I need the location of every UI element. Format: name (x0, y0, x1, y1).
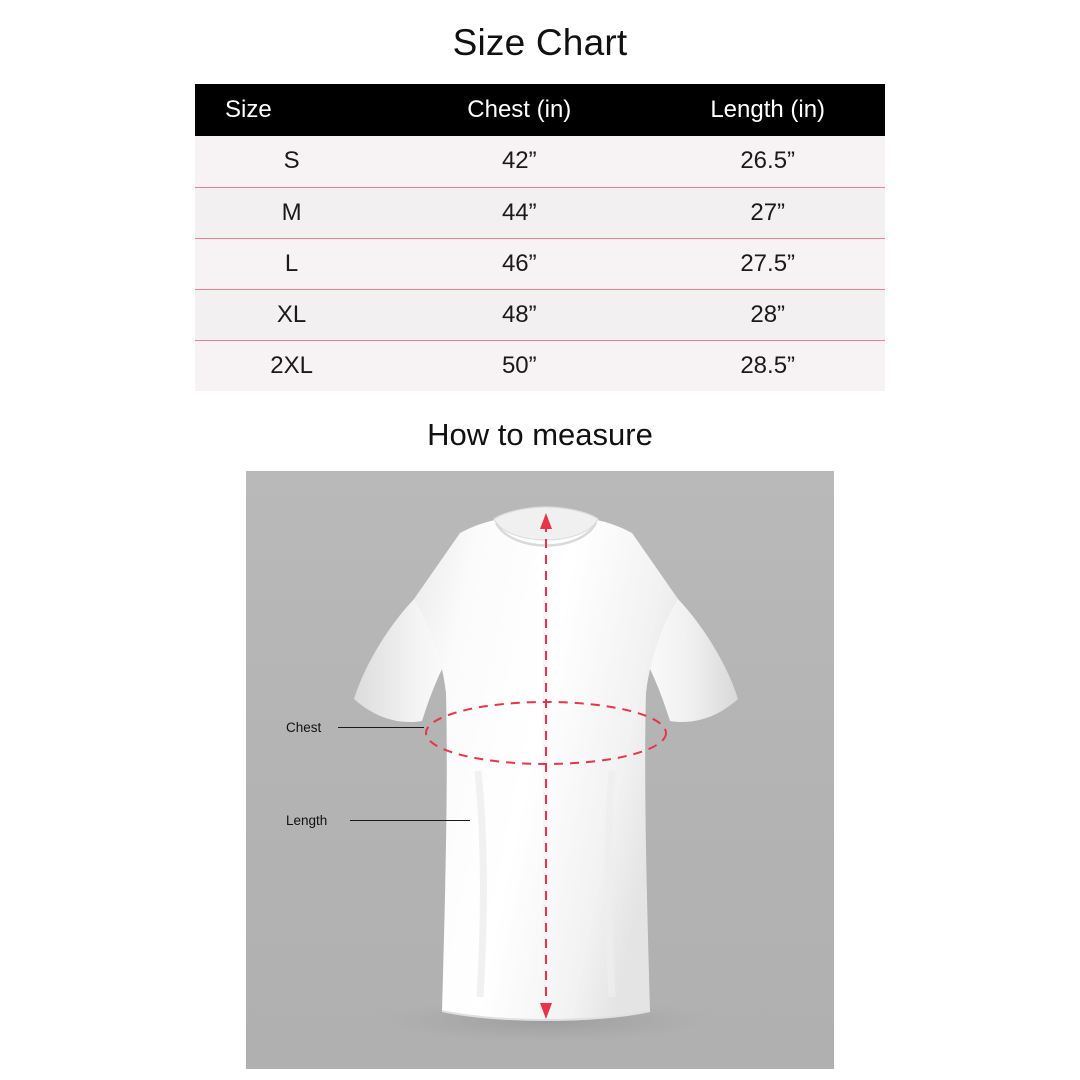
cell-size: 2XL (195, 340, 388, 391)
cell-chest: 48” (388, 289, 650, 340)
length-leader-line (350, 820, 470, 821)
table-row (195, 238, 885, 289)
table-row (195, 187, 885, 238)
table-header-row (195, 84, 885, 136)
column-header-length: Length (in) (650, 84, 885, 136)
table-row (195, 136, 885, 187)
cell-length: 28” (650, 289, 885, 340)
chest-label: Chest (286, 720, 322, 735)
column-header-size: Size (195, 84, 388, 136)
cell-chest: 46” (388, 238, 650, 289)
length-label: Length (286, 813, 328, 828)
chest-leader-line (338, 727, 424, 728)
table-row (195, 340, 885, 391)
column-header-chest: Chest (in) (388, 84, 650, 136)
cell-length: 27.5” (650, 238, 885, 289)
cell-length: 27” (650, 187, 885, 238)
cell-size: XL (195, 289, 388, 340)
size-table-header (195, 84, 885, 136)
table-row (195, 289, 885, 340)
size-table-container (195, 84, 885, 391)
cell-chest: 50” (388, 340, 650, 391)
cell-size: M (195, 187, 388, 238)
cell-chest: 44” (388, 187, 650, 238)
cell-length: 28.5” (650, 340, 885, 391)
cell-size: S (195, 136, 388, 187)
tshirt-illustration (246, 471, 834, 1069)
cell-size: L (195, 238, 388, 289)
cell-length: 26.5” (650, 136, 885, 187)
cell-chest: 42” (388, 136, 650, 187)
measurement-diagram (246, 471, 834, 1069)
how-to-measure-title: How to measure (427, 417, 653, 452)
page-title: Size Chart (452, 22, 628, 63)
size-table (195, 84, 885, 391)
size-table-body (195, 136, 885, 391)
